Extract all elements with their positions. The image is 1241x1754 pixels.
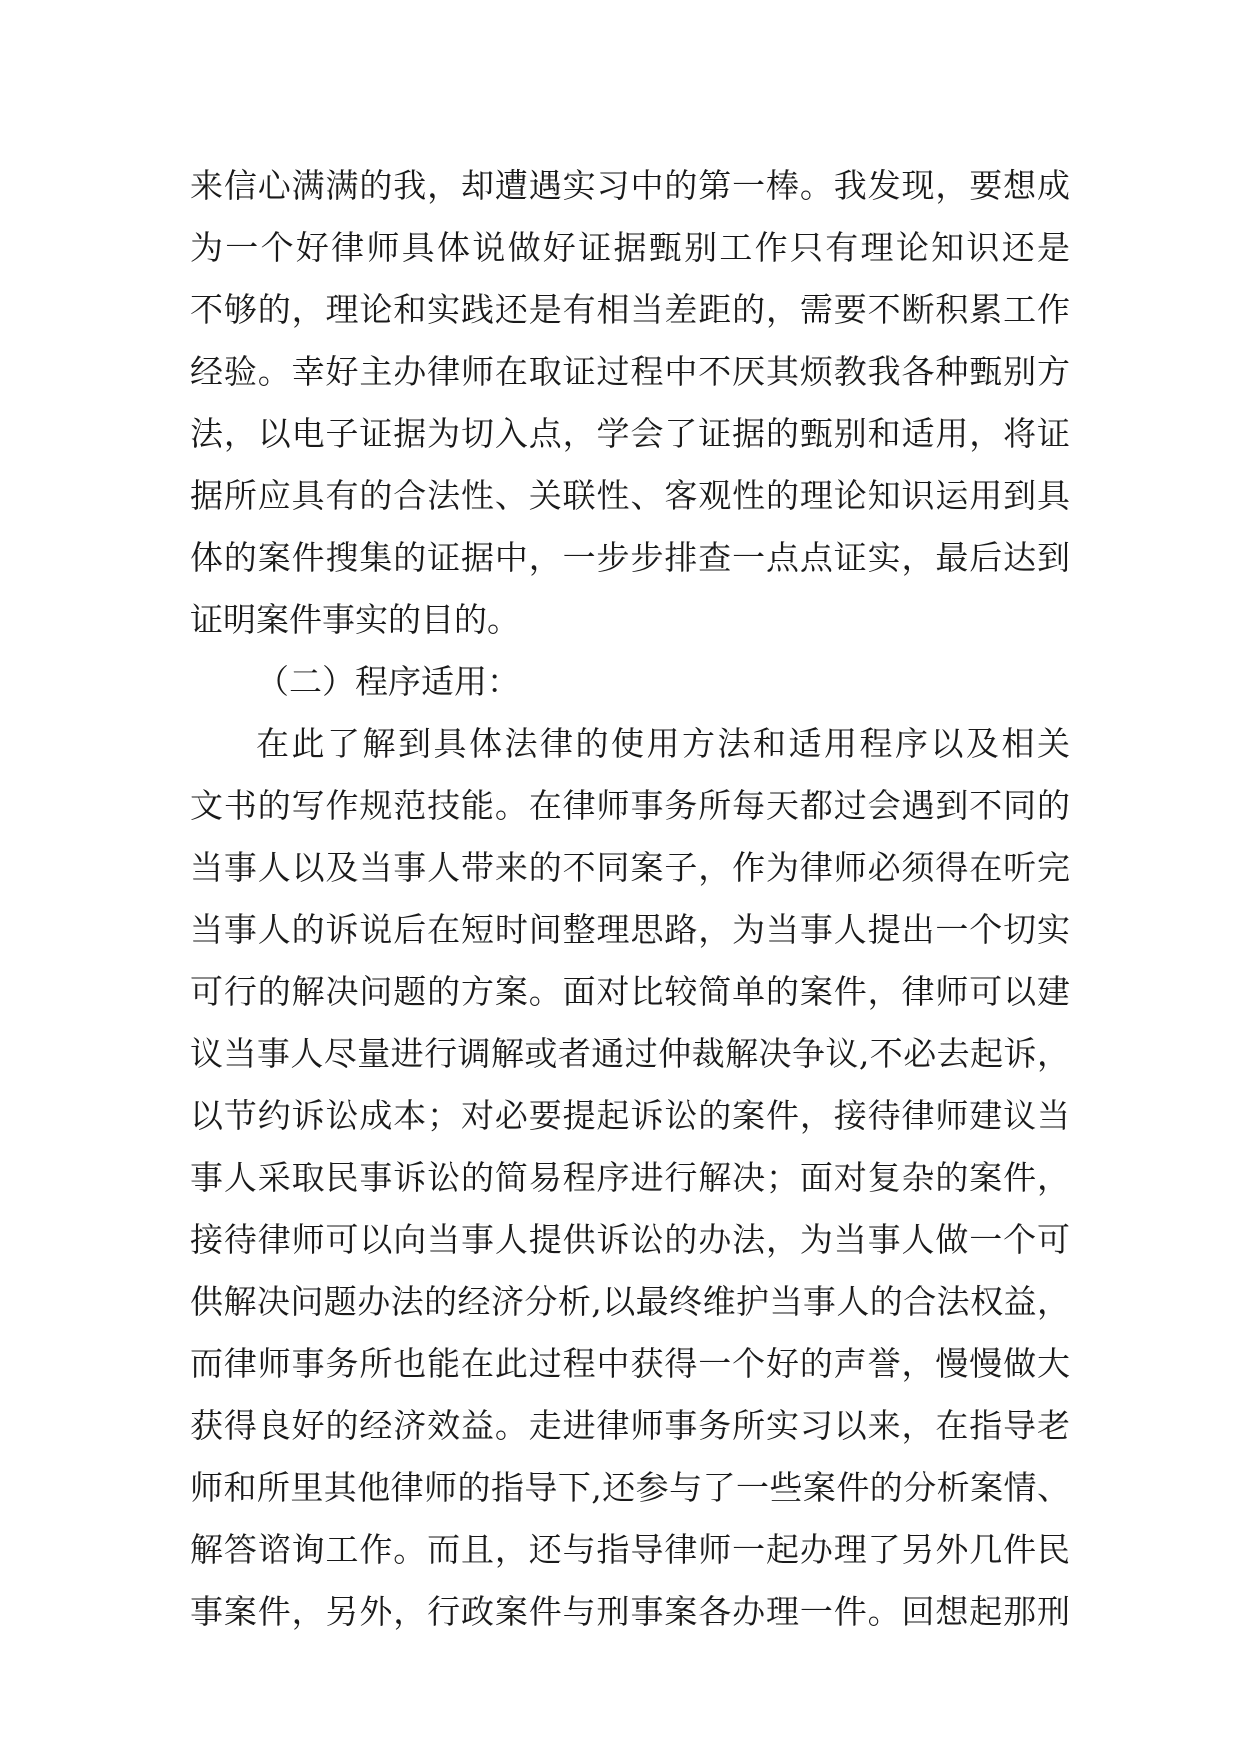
text-line: 获得良好的经济效益。走进律师事务所实习以来，在指导老 <box>190 1406 1070 1445</box>
body-text <box>190 155 1070 1643</box>
text-line: 法，以电子证据为切入点，学会了证据的甄别和适用，将证 <box>190 414 1070 453</box>
text-line: 以节约诉讼成本；对必要提起诉讼的案件，接待律师建议当 <box>190 1096 1070 1135</box>
text-line: 事案件，另外，行政案件与刑事案各办理一件。回想起那刑 <box>190 1592 1070 1631</box>
text-line: 据所应具有的合法性、关联性、客观性的理论知识运用到具 <box>190 476 1070 515</box>
text-line: 证明案件事实的目的。 <box>190 600 520 639</box>
text-line: 文书的写作规范技能。在律师事务所每天都过会遇到不同的 <box>190 786 1070 825</box>
text-line: 不够的，理论和实践还是有相当差距的，需要不断积累工作 <box>190 290 1070 329</box>
text-line: 体的案件搜集的证据中，一步步排查一点点证实，最后达到 <box>190 538 1070 577</box>
text-line: 议当事人尽量进行调解或者通过仲裁解决争议,不必去起诉， <box>190 1034 1070 1073</box>
text-line: 师和所里其他律师的指导下,还参与了一些案件的分析案情、 <box>190 1468 1070 1507</box>
text-line: 解答谘询工作。而且，还与指导律师一起办理了另外几件民 <box>190 1530 1070 1569</box>
text-line: 而律师事务所也能在此过程中获得一个好的声誉，慢慢做大 <box>190 1344 1070 1383</box>
text-line: 来信心满满的我，却遭遇实习中的第一棒。我发现，要想成 <box>190 166 1070 205</box>
text-line: 经验。幸好主办律师在取证过程中不厌其烦教我各种甄别方 <box>190 352 1070 391</box>
text-line: 供解决问题办法的经济分析,以最终维护当事人的合法权益， <box>190 1282 1070 1321</box>
text-line: 接待律师可以向当事人提供诉讼的办法，为当事人做一个可 <box>190 1220 1070 1259</box>
text-line: 事人采取民事诉讼的简易程序进行解决；面对复杂的案件， <box>190 1158 1070 1197</box>
text-line: 在此了解到具体法律的使用方法和适用程序以及相关 <box>256 724 1070 763</box>
text-line: 可行的解决问题的方案。面对比较简单的案件，律师可以建 <box>190 972 1070 1011</box>
text-line: 为一个好律师具体说做好证据甄别工作只有理论知识还是 <box>190 228 1070 267</box>
text-line: 当事人的诉说后在短时间整理思路，为当事人提出一个切实 <box>190 910 1070 949</box>
section-heading: （二）程序适用： <box>256 662 520 701</box>
text-line: 当事人以及当事人带来的不同案子，作为律师必须得在听完 <box>190 848 1070 887</box>
